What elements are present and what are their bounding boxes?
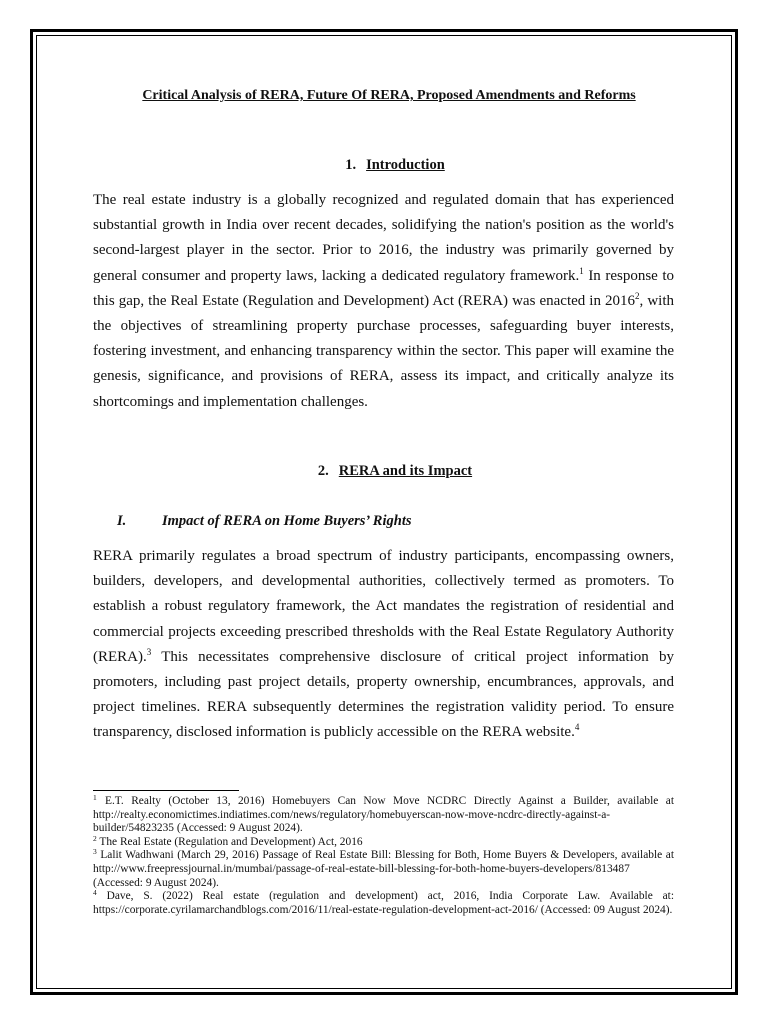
footnote-3: [93, 849, 674, 890]
subsection-numeral: I.: [117, 513, 127, 529]
footnote-number: 2: [93, 833, 97, 843]
footnote-ref-4[interactable]: 4: [574, 722, 580, 733]
subsection-heading-home-buyers-rights: [117, 513, 412, 530]
footnote-number: 4: [93, 888, 97, 898]
section-heading-rera-impact: [0, 463, 768, 480]
footnote-ref-3[interactable]: 3: [146, 646, 152, 657]
footnote-number: 3: [93, 847, 97, 857]
footnote-text: Lalit Wadhwani (March 29, 2016) Passage of Real Estate Bill: Blessing for Both, Home Buyers & Developers, available at http://www.freepressjournal.in/mumbai/passage-of-real-estate-bill-blessing-for-both-home-buyers-developers/813487 (Accessed: 9 August 2024).: [93, 849, 674, 889]
footnote-2: [93, 833, 674, 850]
footnote-text: The Real Estate (Regulation and Development) Act, 2016: [99, 835, 363, 848]
footnote-text: Dave, S. (2022) Real estate (regulation and development) act, 2016, India Corporate Law. Available at: https://corporate.cyrilamarchandblogs.com/2016/11/real-estate-regulation-development-act-2016/ (Accessed: 09 August 2024).: [93, 890, 674, 916]
paragraph-text: RERA primarily regulates a broad spectrum of industry participants, encompassing owners, builders, developers, and developmental authorities, collectively termed as promoters. To establish a robust regulatory framework, the Act mandates the registration of residential and commercial projects exceeding prescribed thresholds with the Real Estate Regulatory Authority (RERA).: [93, 548, 674, 665]
document-title: Critical Analysis of RERA, Future Of RERA, Proposed Amendments and Reforms: [142, 88, 636, 103]
footnote-4: [93, 890, 674, 917]
footnote-text: E.T. Realty (October 13, 2016) Homebuyers Can Now Move NCDRC Directly Against a Builder, available at http://realty.economictimes.indiatimes.com/news/regulatory/homebuyerscan-now-move-ncdrc-directly-against-a-builder/54823235 (Accessed: 9 August 2024).: [93, 795, 674, 835]
footnote-1: $^1$ E.T. Realty (October 13, 2016) Homebuyers Can Now Move NCDRC Directly Against a Builder, available at http://realty.economictimes.indiatimes.com/news/regulatory/homebuyerscan-now-move-ncdrc-directly-against-a-builder/54823235 (Accessed: 9 August 2024).: [93, 793, 674, 835]
section-number: 1.: [345, 157, 357, 173]
footnotes: [93, 795, 674, 917]
paragraph-text: The real estate industry is a globally recognized and regulated domain that has experienced substantial growth in India over recent decades, solidifying the nation's position as the world's second-largest player in the sector. Prior to 2016, the industry was primarily governed by general consumer and property laws, lacking a dedicated regulatory framework.: [93, 192, 674, 284]
section-number: 2.: [317, 463, 329, 479]
paragraph-text: In response to this gap, the Real Estate (Regulation and Development) Act (RERA) was enacted in 2016: [93, 267, 674, 309]
subsection-title: Impact of RERA on Home Buyers’ Rights: [162, 513, 412, 529]
footnote-separator: [93, 790, 239, 791]
footnote-ref-1[interactable]: 1: [579, 265, 584, 276]
paragraph-text: , with the objectives of streamlining property purchase processes, safeguarding buyer interests, fostering investment, and enhancing transparency within the sector. This paper will examine the genesis, significance, and provisions of RERA, assess its impact, and critically analyze its shortcomings and implementation challenges.: [93, 292, 674, 410]
section-title: Introduction: [366, 157, 445, 173]
section-title: RERA and its Impact: [338, 463, 473, 479]
introduction-paragraph: [93, 188, 674, 415]
rera-impact-paragraph: [93, 544, 674, 746]
paragraph-text: This necessitates comprehensive disclosure of critical project information by promoters, including past project details, property ownership, encumbrances, approvals, and project timelines. RERA subsequently determines the registration validity period. To ensure transparency, disclosed information is publicly accessible on the RERA website.: [93, 648, 674, 741]
section-heading-introduction: [0, 157, 768, 174]
footnote-ref-2[interactable]: 2: [635, 290, 640, 301]
